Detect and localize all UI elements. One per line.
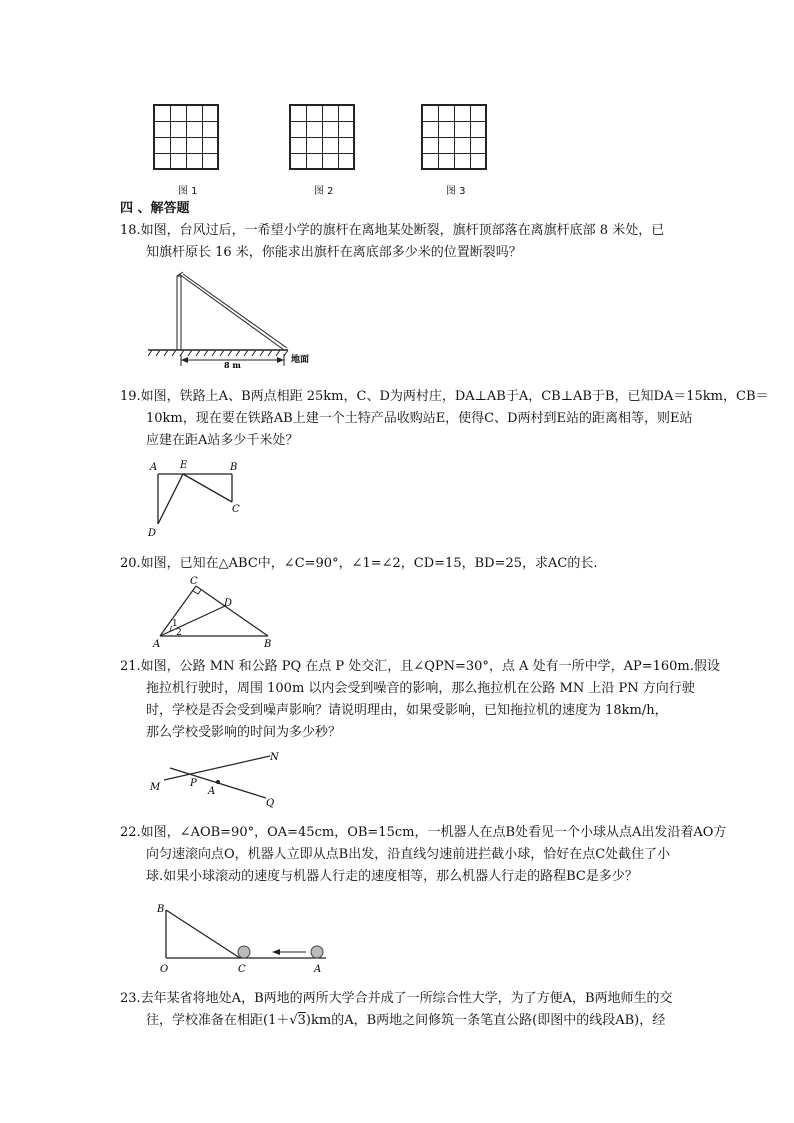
q21-line-3: 时，学校是否会受到噪声影响？请说明理由，如果受影响，已知拖拉机的速度为 18km/h， (146, 703, 668, 718)
grid-figure-1 (153, 104, 219, 170)
grid-figure-3 (421, 104, 487, 170)
q19-label-C: C (232, 504, 240, 515)
q20-label-B: B (264, 639, 272, 650)
q21-line-4: 那么学校受影响的时间为多少秒？ (146, 725, 342, 740)
q21-line-2: 拖拉机行驶时，周围 100m 以内会受到噪音的影响，那么拖拉机在公路 MN 上沿 PN 方向行驶 (146, 681, 695, 696)
q21-figure (146, 748, 286, 810)
q23-line-2-pre: 往，学校准备在相距(1＋ (146, 1013, 290, 1028)
q20-label-C: C (190, 576, 198, 587)
q23-line-2 (146, 1012, 665, 1030)
q21-label-Q: Q (266, 798, 275, 809)
caption-fig-3: 图 3 (446, 186, 466, 197)
q18-dim-label: 8 m (224, 360, 241, 370)
q22-line-3: 球.如果小球滚动的速度与机器人行走的速度相等，那么机器人行走的路程BC是多少？ (146, 869, 638, 884)
q20-line-1: 20.如图，已知在△ABC中，∠C=90°，∠1=∠2，CD=15，BD=25，求AC的长. (120, 556, 598, 571)
grid-figure-2 (289, 104, 355, 170)
q22-label-B: B (157, 904, 165, 915)
q19-label-D: D (148, 528, 157, 539)
q22-label-A: A (314, 964, 322, 975)
q22-figure (154, 896, 334, 976)
q19-label-A: A (150, 462, 158, 473)
q22-label-O: O (160, 964, 169, 975)
q20-label-D: D (224, 598, 233, 609)
q23-line-2-post: )km的A，B两地之间修筑一条笔直公路(即图中的线段AB)，经 (305, 1013, 666, 1028)
q22-label-C: C (238, 964, 246, 975)
q19-line-3: 应建在距A站多少千米处？ (146, 433, 299, 448)
q18-line-2: 知旗杆原长 16 米，你能求出旗杆在离底部多少米的位置断裂吗？ (146, 245, 522, 260)
q19-line-2: 10km，现在要在铁路AB上建一个土特产品收购站E，使得C、D两村到E站的距离相等，则E站 (146, 411, 693, 426)
q22-line-1: 22.如图，∠AOB=90°，OA=45cm，OB=15cm，一机器人在点B处看见一个小球从点A出发沿着AO方 (120, 825, 727, 840)
q23-line-1: 23.去年某省将地处A，B两地的两所大学合并成了一所综合性大学，为了方便A，B两地师生的交 (120, 991, 673, 1006)
q21-label-A: A (208, 786, 216, 797)
q20-label-A: A (153, 639, 161, 650)
q19-label-B: B (230, 462, 238, 473)
q21-label-N: N (270, 752, 279, 763)
q19-line-1: 19.如图，铁路上A、B两点相距 25km，C、D为两村庄，DA⊥AB于A，CB⊥AB于B，已知DA＝15km，CB＝ (120, 389, 769, 404)
q21-label-M: M (150, 782, 161, 793)
q21-label-P: P (190, 778, 197, 789)
q18-figure (148, 266, 338, 370)
section-title: 四 、解答题 (120, 201, 190, 216)
caption-fig-2: 图 2 (314, 186, 334, 197)
sqrt-sign: √ (289, 1013, 298, 1028)
q19-figure (144, 456, 254, 542)
q20-label-1: 1 (172, 619, 178, 629)
q18-line-1: 18.如图，台风过后，一希望小学的旗杆在离地某处断裂，旗杆顶部落在离旗杆底部 8 米处，已 (120, 223, 665, 238)
q20-figure (150, 574, 280, 650)
q18-ground-label: 地面 (291, 355, 310, 365)
q21-line-1: 21.如图，公路 MN 和公路 PQ 在点 P 处交汇，且∠QPN=30°，点 A 处有一所中学，AP=160m.假设 (120, 659, 720, 674)
q19-label-E: E (180, 460, 188, 471)
q22-line-2: 向匀速滚向点O，机器人立即从点B出发，沿直线匀速前进拦截小球，恰好在点C处截住了小 (146, 847, 671, 862)
caption-fig-1: 图 1 (178, 186, 198, 197)
q20-label-2: 2 (176, 628, 182, 638)
q23-sqrt-value: 3 (297, 1013, 306, 1028)
